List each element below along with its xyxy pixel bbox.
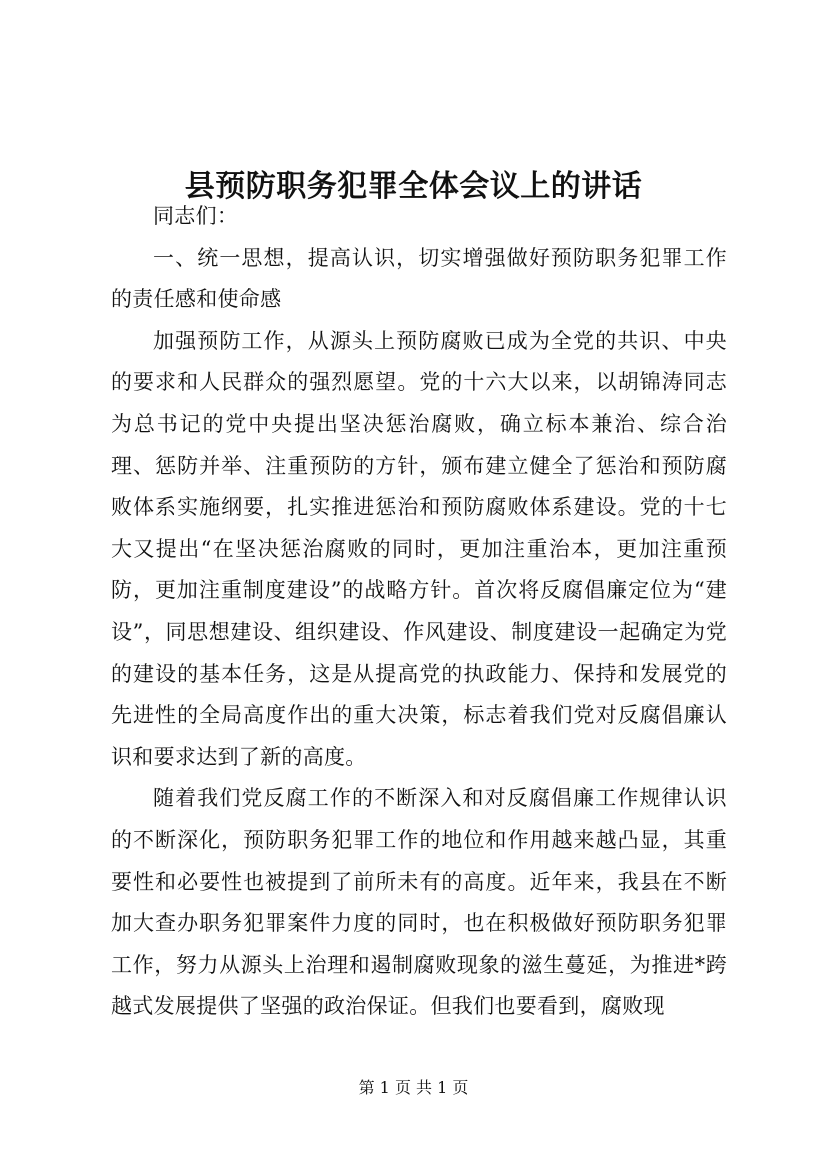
document-title: 县预防职务犯罪全体会议上的讲话 [184,169,643,205]
body-paragraph: 加强预防工作，从源头上预防腐败已成为全党的共识、中央的要求和人民群众的强烈愿望。党的十六大以来，以胡锦涛同志为总书记的党中央提出坚决惩治腐败，确立标本兼治、综合治理、惩防并举、注重预防的方针，颁布建立健全了惩治和预防腐败体系实施纲要，扎实推进惩治和预防腐败体系建设。党的十七大又提出“在坚决惩治腐败的同时，更加注重治本，更加注重预防，更加注重制度建设”的战略方针。首次将反腐倡廉定位为“建设”，同思想建设、组织建设、作风建设、制度建设一起确定为党的建设的基本任务，这是从提高党的执政能力、保持和发展党的先进性的全局高度作出的重大决策，标志着我们党对反腐倡廉认识和要求达到了新的高度。 [111,328,727,769]
section-heading-paragraph: 一、统一思想，提高认识，切实增强做好预防职务犯罪工作的责任感和使命感 [111,245,727,312]
page-footer [0,1076,827,1100]
salutation-paragraph: 同志们： [153,204,239,228]
body-paragraph: 随着我们党反腐工作的不断深入和对反腐倡廉工作规律认识的不断深化，预防职务犯罪工作的地位和作用越来越凸显，其重要性和必要性也被提到了前所未有的高度。近年来，我县在不断加大查办职务犯罪案件力度的同时，也在积极做好预防职务犯罪工作，努力从源头上治理和遏制腐败现象的滋生蔓延，为推进*跨越式发展提供了坚强的政治保证。但我们也要看到，腐败现 [111,786,727,1019]
page-number-label: 第 1 页 共 1 页 [358,1078,469,1097]
document-body [111,196,727,1028]
